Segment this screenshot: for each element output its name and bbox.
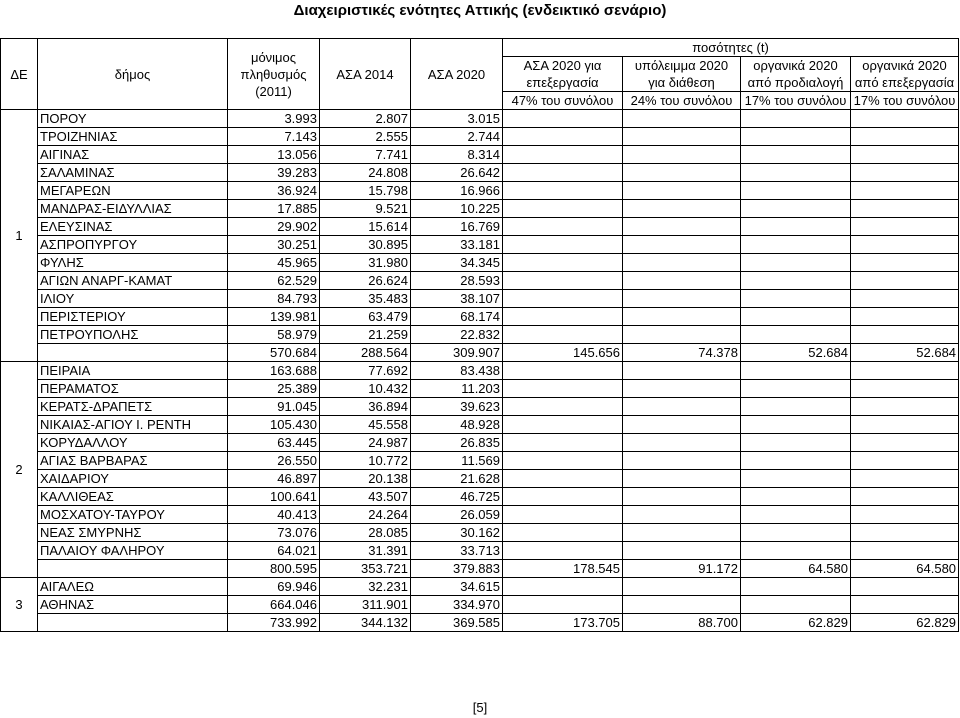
empty-cell bbox=[623, 290, 741, 308]
empty-cell bbox=[851, 308, 959, 326]
asa2020-cell: 11.203 bbox=[411, 380, 503, 398]
empty-cell bbox=[503, 416, 623, 434]
empty-cell bbox=[741, 218, 851, 236]
population-cell: 29.902 bbox=[228, 218, 320, 236]
empty-cell bbox=[851, 254, 959, 272]
asa2020-cell: 34.345 bbox=[411, 254, 503, 272]
population-cell: 139.981 bbox=[228, 308, 320, 326]
asa2020-cell: 39.623 bbox=[411, 398, 503, 416]
empty-cell bbox=[623, 434, 741, 452]
empty-cell bbox=[741, 326, 851, 344]
municipality-cell: ΚΕΡΑΤΣ-ΔΡΑΠΕΤΣ bbox=[38, 398, 228, 416]
empty-cell bbox=[741, 506, 851, 524]
asa2014-cell: 32.231 bbox=[320, 578, 411, 596]
asa2020-cell: 30.162 bbox=[411, 524, 503, 542]
total-cell: 570.684 bbox=[228, 344, 320, 362]
asa2020-cell: 68.174 bbox=[411, 308, 503, 326]
asa2020-cell: 334.970 bbox=[411, 596, 503, 614]
asa2014-cell: 2.555 bbox=[320, 128, 411, 146]
header-q3: οργανικά 2020 από προδιαλογή bbox=[741, 57, 851, 92]
municipality-cell: ΙΛΙΟΥ bbox=[38, 290, 228, 308]
asa2014-cell: 24.808 bbox=[320, 164, 411, 182]
asa2020-cell: 8.314 bbox=[411, 146, 503, 164]
total-cell: 173.705 bbox=[503, 614, 623, 632]
asa2020-cell: 26.835 bbox=[411, 434, 503, 452]
asa2014-cell: 24.987 bbox=[320, 434, 411, 452]
empty-cell bbox=[851, 578, 959, 596]
empty-cell bbox=[503, 398, 623, 416]
empty-cell bbox=[623, 326, 741, 344]
empty-cell bbox=[623, 488, 741, 506]
municipality-cell: ΑΘΗΝΑΣ bbox=[38, 596, 228, 614]
empty-cell bbox=[503, 128, 623, 146]
total-cell: 145.656 bbox=[503, 344, 623, 362]
empty-cell bbox=[503, 452, 623, 470]
table-row bbox=[1, 110, 959, 128]
municipality-cell: ΜΟΣΧΑΤΟΥ-ΤΑΥΡΟΥ bbox=[38, 506, 228, 524]
asa2020-cell: 16.966 bbox=[411, 182, 503, 200]
empty-cell bbox=[623, 398, 741, 416]
empty-cell bbox=[623, 416, 741, 434]
asa2014-cell: 20.138 bbox=[320, 470, 411, 488]
asa2014-cell: 9.521 bbox=[320, 200, 411, 218]
empty-cell bbox=[623, 470, 741, 488]
empty-cell bbox=[851, 164, 959, 182]
empty-cell bbox=[741, 200, 851, 218]
municipality-cell: ΚΑΛΛΙΘΕΑΣ bbox=[38, 488, 228, 506]
header-q3-pct: 17% του συνόλου bbox=[741, 92, 851, 110]
asa2014-cell: 31.391 bbox=[320, 542, 411, 560]
population-cell: 163.688 bbox=[228, 362, 320, 380]
total-cell: 64.580 bbox=[851, 560, 959, 578]
header-q4: οργανικά 2020 από επεξεργασία bbox=[851, 57, 959, 92]
empty-cell bbox=[741, 434, 851, 452]
asa2014-cell: 63.479 bbox=[320, 308, 411, 326]
header-q2: υπόλειμμα 2020 για διάθεση bbox=[623, 57, 741, 92]
empty-cell bbox=[741, 362, 851, 380]
empty-cell bbox=[38, 344, 228, 362]
total-cell: 309.907 bbox=[411, 344, 503, 362]
asa2020-cell: 11.569 bbox=[411, 452, 503, 470]
empty-cell bbox=[741, 488, 851, 506]
total-cell: 62.829 bbox=[851, 614, 959, 632]
table-row bbox=[1, 326, 959, 344]
table-row bbox=[1, 146, 959, 164]
header-q1-pct: 47% του συνόλου bbox=[503, 92, 623, 110]
empty-cell bbox=[741, 542, 851, 560]
table-row bbox=[1, 524, 959, 542]
asa2014-cell: 24.264 bbox=[320, 506, 411, 524]
asa2020-cell: 28.593 bbox=[411, 272, 503, 290]
empty-cell bbox=[851, 524, 959, 542]
table-row bbox=[1, 218, 959, 236]
asa2014-cell: 26.624 bbox=[320, 272, 411, 290]
total-cell: 74.378 bbox=[623, 344, 741, 362]
empty-cell bbox=[623, 380, 741, 398]
table-row bbox=[1, 488, 959, 506]
table-row bbox=[1, 380, 959, 398]
empty-cell bbox=[503, 254, 623, 272]
empty-cell bbox=[851, 452, 959, 470]
asa2020-cell: 26.642 bbox=[411, 164, 503, 182]
empty-cell bbox=[851, 146, 959, 164]
total-cell: 344.132 bbox=[320, 614, 411, 632]
population-cell: 36.924 bbox=[228, 182, 320, 200]
empty-cell bbox=[851, 326, 959, 344]
empty-cell bbox=[851, 272, 959, 290]
total-cell: 88.700 bbox=[623, 614, 741, 632]
population-cell: 664.046 bbox=[228, 596, 320, 614]
empty-cell bbox=[741, 452, 851, 470]
empty-cell bbox=[851, 290, 959, 308]
asa2014-cell: 15.798 bbox=[320, 182, 411, 200]
table-row bbox=[1, 200, 959, 218]
empty-cell bbox=[503, 524, 623, 542]
empty-cell bbox=[851, 416, 959, 434]
population-cell: 63.445 bbox=[228, 434, 320, 452]
empty-cell bbox=[741, 470, 851, 488]
municipality-cell: ΤΡΟΙΖΗΝΙΑΣ bbox=[38, 128, 228, 146]
header-quantities: ποσότητες (t) bbox=[503, 39, 959, 57]
asa2020-cell: 2.744 bbox=[411, 128, 503, 146]
table-row bbox=[1, 452, 959, 470]
municipality-cell: ΠΕΙΡΑΙΑ bbox=[38, 362, 228, 380]
population-cell: 39.283 bbox=[228, 164, 320, 182]
population-cell: 64.021 bbox=[228, 542, 320, 560]
empty-cell bbox=[503, 488, 623, 506]
empty-cell bbox=[851, 236, 959, 254]
asa2020-cell: 26.059 bbox=[411, 506, 503, 524]
population-cell: 69.946 bbox=[228, 578, 320, 596]
table-row bbox=[1, 596, 959, 614]
municipality-cell: ΦΥΛΗΣ bbox=[38, 254, 228, 272]
empty-cell bbox=[503, 326, 623, 344]
asa2014-cell: 2.807 bbox=[320, 110, 411, 128]
asa2014-cell: 21.259 bbox=[320, 326, 411, 344]
asa2014-cell: 36.894 bbox=[320, 398, 411, 416]
empty-cell bbox=[623, 182, 741, 200]
empty-cell bbox=[741, 110, 851, 128]
empty-cell bbox=[623, 596, 741, 614]
municipality-cell: ΝΙΚΑΙΑΣ-ΑΓΙΟΥ Ι. ΡΕΝΤΗ bbox=[38, 416, 228, 434]
empty-cell bbox=[623, 506, 741, 524]
empty-cell bbox=[503, 290, 623, 308]
header-de: ΔΕ bbox=[1, 39, 38, 110]
asa2020-cell: 22.832 bbox=[411, 326, 503, 344]
asa2014-cell: 31.980 bbox=[320, 254, 411, 272]
empty-cell bbox=[503, 110, 623, 128]
asa2014-cell: 35.483 bbox=[320, 290, 411, 308]
population-cell: 100.641 bbox=[228, 488, 320, 506]
empty-cell bbox=[623, 164, 741, 182]
total-cell: 52.684 bbox=[851, 344, 959, 362]
empty-cell bbox=[623, 146, 741, 164]
empty-cell bbox=[741, 164, 851, 182]
asa2020-cell: 16.769 bbox=[411, 218, 503, 236]
asa2014-cell: 10.772 bbox=[320, 452, 411, 470]
municipality-cell: ΑΣΠΡΟΠΥΡΓΟΥ bbox=[38, 236, 228, 254]
municipality-cell: ΑΙΓΙΝΑΣ bbox=[38, 146, 228, 164]
empty-cell bbox=[623, 200, 741, 218]
table-row bbox=[1, 254, 959, 272]
municipality-cell: ΠΕΡΑΜΑΤΟΣ bbox=[38, 380, 228, 398]
table-row bbox=[1, 164, 959, 182]
header-q1: ΑΣΑ 2020 για επεξεργασία bbox=[503, 57, 623, 92]
empty-cell bbox=[623, 362, 741, 380]
asa2014-cell: 45.558 bbox=[320, 416, 411, 434]
empty-cell bbox=[503, 182, 623, 200]
empty-cell bbox=[851, 398, 959, 416]
population-cell: 26.550 bbox=[228, 452, 320, 470]
empty-cell bbox=[503, 200, 623, 218]
empty-cell bbox=[623, 128, 741, 146]
empty-cell bbox=[851, 434, 959, 452]
empty-cell bbox=[741, 254, 851, 272]
municipality-cell: ΠΕΤΡΟΥΠΟΛΗΣ bbox=[38, 326, 228, 344]
empty-cell bbox=[503, 380, 623, 398]
asa2014-cell: 10.432 bbox=[320, 380, 411, 398]
empty-cell bbox=[851, 128, 959, 146]
empty-cell bbox=[741, 182, 851, 200]
empty-cell bbox=[38, 560, 228, 578]
empty-cell bbox=[851, 488, 959, 506]
empty-cell bbox=[623, 218, 741, 236]
empty-cell bbox=[623, 236, 741, 254]
header-population: μόνιμος πληθυσμός (2011) bbox=[228, 39, 320, 110]
empty-cell bbox=[503, 506, 623, 524]
asa2014-cell: 77.692 bbox=[320, 362, 411, 380]
total-cell: 64.580 bbox=[741, 560, 851, 578]
asa2020-cell: 10.225 bbox=[411, 200, 503, 218]
empty-cell bbox=[503, 470, 623, 488]
municipality-cell: ΕΛΕΥΣΙΝΑΣ bbox=[38, 218, 228, 236]
total-row bbox=[1, 344, 959, 362]
de-cell: 2 bbox=[1, 362, 38, 578]
asa2020-cell: 48.928 bbox=[411, 416, 503, 434]
municipality-cell: ΜΑΝΔΡΑΣ-ΕΙΔΥΛΛΙΑΣ bbox=[38, 200, 228, 218]
document-title: Διαχειριστικές ενότητες Αττικής (ενδεικτικό σενάριο) bbox=[293, 2, 667, 19]
asa2014-cell: 311.901 bbox=[320, 596, 411, 614]
table-row bbox=[1, 362, 959, 380]
asa2014-cell: 7.741 bbox=[320, 146, 411, 164]
total-cell: 52.684 bbox=[741, 344, 851, 362]
empty-cell bbox=[623, 254, 741, 272]
empty-cell bbox=[741, 416, 851, 434]
table-row bbox=[1, 470, 959, 488]
total-cell: 62.829 bbox=[741, 614, 851, 632]
total-cell: 353.721 bbox=[320, 560, 411, 578]
asa2020-cell: 83.438 bbox=[411, 362, 503, 380]
population-cell: 73.076 bbox=[228, 524, 320, 542]
table-row bbox=[1, 236, 959, 254]
asa2014-cell: 30.895 bbox=[320, 236, 411, 254]
asa2014-cell: 28.085 bbox=[320, 524, 411, 542]
table-row bbox=[1, 290, 959, 308]
empty-cell bbox=[503, 236, 623, 254]
municipality-cell: ΠΕΡΙΣΤΕΡΙΟΥ bbox=[38, 308, 228, 326]
municipality-cell: ΠΟΡΟΥ bbox=[38, 110, 228, 128]
empty-cell bbox=[741, 290, 851, 308]
empty-cell bbox=[741, 380, 851, 398]
empty-cell bbox=[503, 434, 623, 452]
empty-cell bbox=[741, 146, 851, 164]
empty-cell bbox=[503, 164, 623, 182]
population-cell: 17.885 bbox=[228, 200, 320, 218]
empty-cell bbox=[623, 110, 741, 128]
total-row bbox=[1, 560, 959, 578]
municipality-cell: ΑΙΓΑΛΕΩ bbox=[38, 578, 228, 596]
header-q4-pct: 17% του συνόλου bbox=[851, 92, 959, 110]
asa2020-cell: 46.725 bbox=[411, 488, 503, 506]
table-row bbox=[1, 542, 959, 560]
total-cell: 379.883 bbox=[411, 560, 503, 578]
empty-cell bbox=[851, 200, 959, 218]
municipality-cell: ΜΕΓΑΡΕΩΝ bbox=[38, 182, 228, 200]
population-cell: 13.056 bbox=[228, 146, 320, 164]
asa2020-cell: 34.615 bbox=[411, 578, 503, 596]
empty-cell bbox=[851, 506, 959, 524]
empty-cell bbox=[623, 524, 741, 542]
population-cell: 46.897 bbox=[228, 470, 320, 488]
empty-cell bbox=[503, 146, 623, 164]
table-row bbox=[1, 308, 959, 326]
total-cell: 178.545 bbox=[503, 560, 623, 578]
municipality-cell: ΠΑΛΑΙΟΥ ΦΑΛΗΡΟΥ bbox=[38, 542, 228, 560]
de-cell: 1 bbox=[1, 110, 38, 362]
total-cell: 288.564 bbox=[320, 344, 411, 362]
asa2020-cell: 33.713 bbox=[411, 542, 503, 560]
population-cell: 91.045 bbox=[228, 398, 320, 416]
empty-cell bbox=[851, 470, 959, 488]
total-cell: 800.595 bbox=[228, 560, 320, 578]
empty-cell bbox=[741, 272, 851, 290]
empty-cell bbox=[623, 308, 741, 326]
asa2014-cell: 43.507 bbox=[320, 488, 411, 506]
population-cell: 45.965 bbox=[228, 254, 320, 272]
population-cell: 105.430 bbox=[228, 416, 320, 434]
empty-cell bbox=[503, 542, 623, 560]
population-cell: 25.389 bbox=[228, 380, 320, 398]
empty-cell bbox=[503, 578, 623, 596]
population-cell: 40.413 bbox=[228, 506, 320, 524]
empty-cell bbox=[741, 308, 851, 326]
empty-cell bbox=[741, 596, 851, 614]
table-row bbox=[1, 416, 959, 434]
empty-cell bbox=[503, 308, 623, 326]
empty-cell bbox=[851, 362, 959, 380]
empty-cell bbox=[741, 578, 851, 596]
header-q2-pct: 24% του συνόλου bbox=[623, 92, 741, 110]
empty-cell bbox=[503, 218, 623, 236]
empty-cell bbox=[741, 398, 851, 416]
de-cell: 3 bbox=[1, 578, 38, 632]
empty-cell bbox=[503, 362, 623, 380]
table-row bbox=[1, 434, 959, 452]
municipality-cell: ΚΟΡΥΔΑΛΛΟΥ bbox=[38, 434, 228, 452]
asa2020-cell: 3.015 bbox=[411, 110, 503, 128]
municipality-cell: ΣΑΛΑΜΙΝΑΣ bbox=[38, 164, 228, 182]
empty-cell bbox=[851, 182, 959, 200]
table-row bbox=[1, 272, 959, 290]
population-cell: 7.143 bbox=[228, 128, 320, 146]
page-number: [5] bbox=[472, 700, 488, 715]
asa2020-cell: 21.628 bbox=[411, 470, 503, 488]
empty-cell bbox=[741, 236, 851, 254]
empty-cell bbox=[38, 614, 228, 632]
table-row bbox=[1, 506, 959, 524]
empty-cell bbox=[623, 272, 741, 290]
asa2020-cell: 33.181 bbox=[411, 236, 503, 254]
table-row bbox=[1, 182, 959, 200]
empty-cell bbox=[851, 110, 959, 128]
table-row bbox=[1, 578, 959, 596]
population-cell: 30.251 bbox=[228, 236, 320, 254]
municipality-cell: ΝΕΑΣ ΣΜΥΡΝΗΣ bbox=[38, 524, 228, 542]
municipality-cell: ΧΑΙΔΑΡΙΟΥ bbox=[38, 470, 228, 488]
header-asa2020: ΑΣΑ 2020 bbox=[411, 39, 503, 110]
population-cell: 84.793 bbox=[228, 290, 320, 308]
empty-cell bbox=[623, 578, 741, 596]
population-cell: 62.529 bbox=[228, 272, 320, 290]
total-cell: 733.992 bbox=[228, 614, 320, 632]
municipality-cell: ΑΓΙΩΝ ΑΝΑΡΓ-ΚΑΜΑΤ bbox=[38, 272, 228, 290]
empty-cell bbox=[503, 272, 623, 290]
empty-cell bbox=[741, 524, 851, 542]
table-row bbox=[1, 398, 959, 416]
empty-cell bbox=[623, 542, 741, 560]
empty-cell bbox=[503, 596, 623, 614]
header-asa2014: ΑΣΑ 2014 bbox=[320, 39, 411, 110]
empty-cell bbox=[623, 452, 741, 470]
waste-table bbox=[0, 38, 959, 632]
population-cell: 58.979 bbox=[228, 326, 320, 344]
table-row bbox=[1, 128, 959, 146]
total-cell: 369.585 bbox=[411, 614, 503, 632]
population-cell: 3.993 bbox=[228, 110, 320, 128]
asa2020-cell: 38.107 bbox=[411, 290, 503, 308]
header-dimos: δήμος bbox=[38, 39, 228, 110]
empty-cell bbox=[851, 542, 959, 560]
asa2014-cell: 15.614 bbox=[320, 218, 411, 236]
municipality-cell: ΑΓΙΑΣ ΒΑΡΒΑΡΑΣ bbox=[38, 452, 228, 470]
empty-cell bbox=[851, 380, 959, 398]
empty-cell bbox=[851, 218, 959, 236]
empty-cell bbox=[851, 596, 959, 614]
total-row bbox=[1, 614, 959, 632]
total-cell: 91.172 bbox=[623, 560, 741, 578]
empty-cell bbox=[741, 128, 851, 146]
